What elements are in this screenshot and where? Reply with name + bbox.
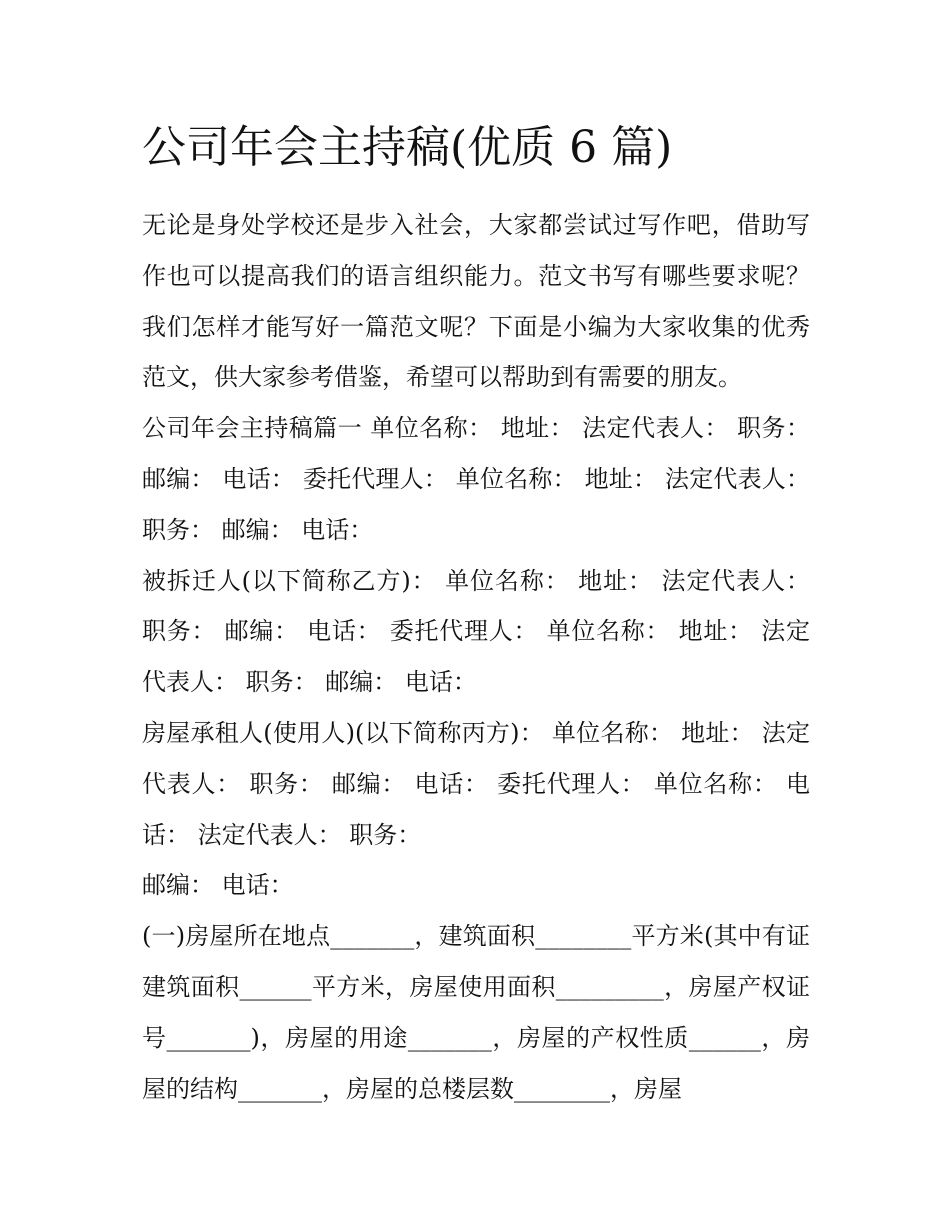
document-body <box>142 200 810 1114</box>
document-title: 公司年会主持稿(优质 6 篇) <box>142 122 673 173</box>
document-page <box>142 0 810 1114</box>
paragraph-party-a: 公司年会主持稿篇一 单位名称： 地址： 法定代表人： 职务： 邮编： 电话： 委托代理人： 单位名称： 地址： 法定代表人： 职务： 邮编： 电话： <box>142 414 810 544</box>
paragraph-postcode: 邮编： 电话： <box>142 871 294 900</box>
paragraph-party-c: 房屋承租人(使用人)(以下简称丙方)： 单位名称： 地址： 法定代表人： 职务： 邮编： 电话： 委托代理人： 单位名称： 电话： 法定代表人： 职务： <box>142 718 810 849</box>
paragraph-party-b: 被拆迁人(以下简称乙方)： 单位名称： 地址： 法定代表人： 职务： 邮编： 电话： 委托代理人： 单位名称： 地址： 法定代表人： 职务： 邮编： 电话： <box>142 566 810 697</box>
paragraph-intro: 无论是身处学校还是步入社会，大家都尝试过写作吧，借助写作也可以提高我们的语言组织能力。范文书写有哪些要求呢？我们怎样才能写好一篇范文呢？下面是小编为大家收集的优秀范文，供大家参考借鉴，希望可以帮助到有需要的朋友。 <box>142 211 810 392</box>
paragraph-house-info: (一)房屋所在地点_______，建筑面积________平方米(其中有证建筑面积______平方米，房屋使用面积_________，房屋产权证号_______)，房屋的用途_______，房屋的产权性质______，房屋的结构_______，房屋的总楼层数________，房屋 <box>142 922 810 1103</box>
